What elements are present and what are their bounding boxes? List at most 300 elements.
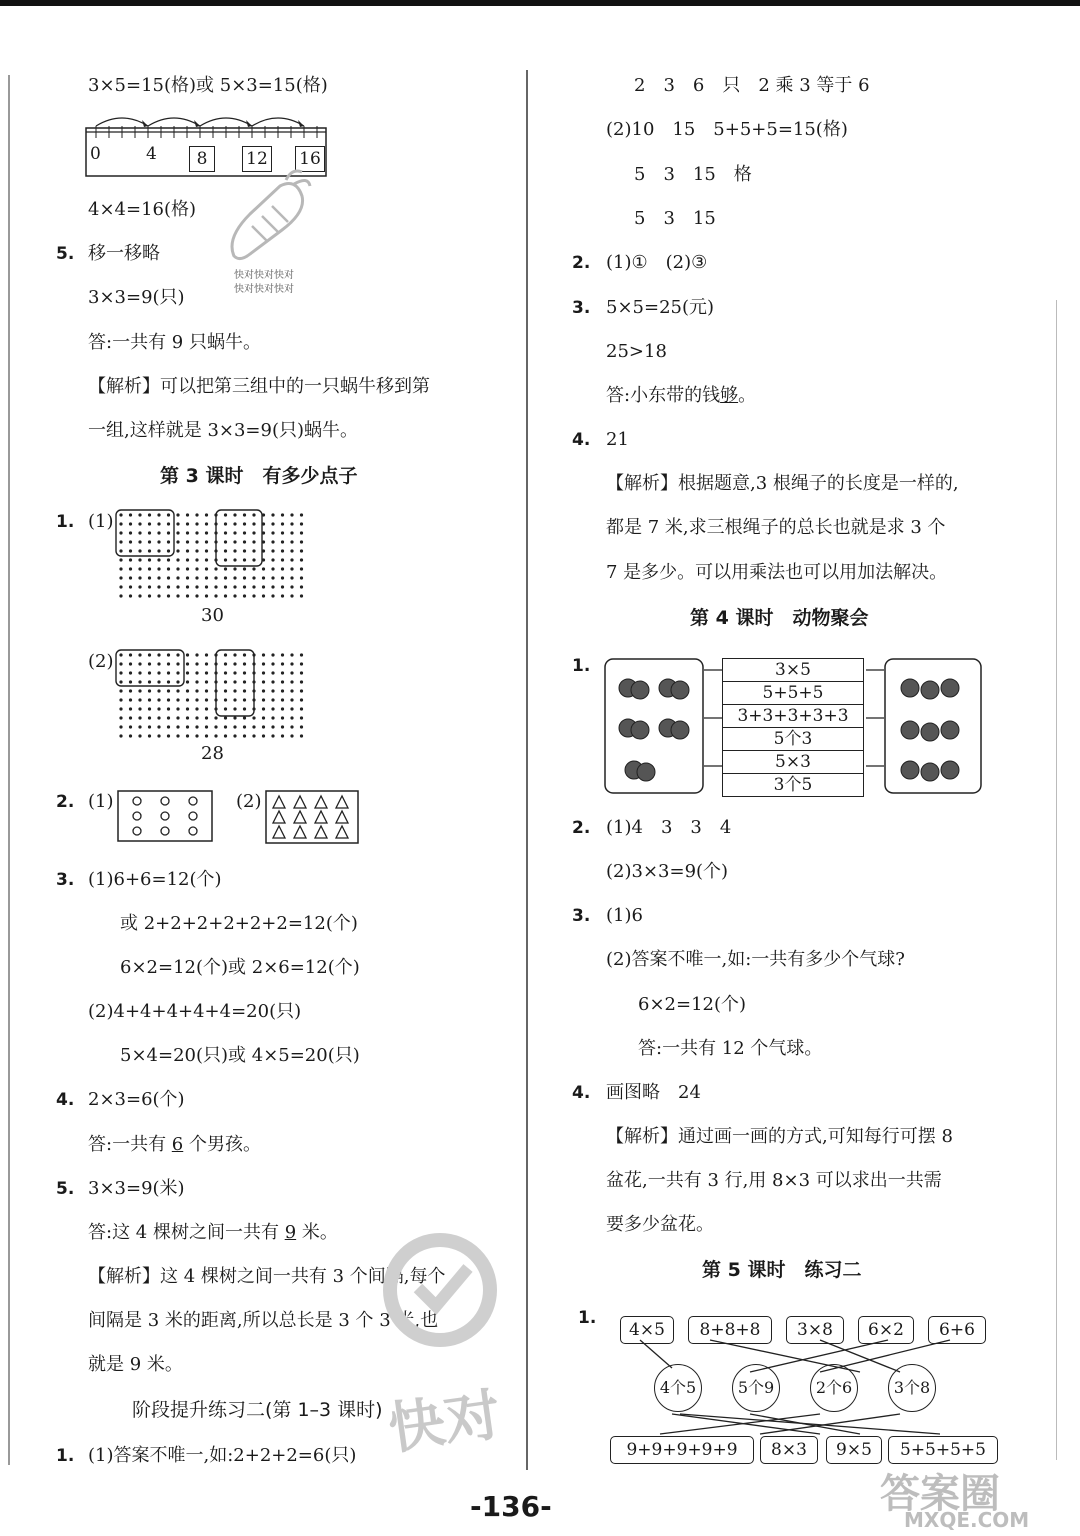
dot — [119, 540, 122, 543]
dot — [233, 531, 236, 534]
dot — [138, 689, 141, 692]
dot — [157, 513, 160, 516]
dot — [281, 671, 284, 674]
dot — [233, 680, 236, 683]
dot — [167, 540, 170, 543]
l4q4-number: 4. — [572, 1083, 591, 1103]
dot — [119, 707, 122, 710]
dot — [281, 594, 284, 597]
dot — [290, 549, 293, 552]
dot — [233, 522, 236, 525]
dot — [205, 513, 208, 516]
r-q3-answer — [606, 384, 756, 408]
l4q3-line-3: 6×2=12(个) — [638, 994, 747, 1015]
r-q3-answer-a: 答:小东带的钱 — [606, 385, 721, 406]
dot — [243, 689, 246, 692]
dot — [195, 594, 198, 597]
dot — [195, 680, 198, 683]
l3q3-line-4: (2)4+4+4+4+4=20(只) — [88, 1001, 302, 1022]
l4q3-line-2: (2)答案不唯一,如:一共有多少个气球? — [606, 949, 905, 970]
dot — [233, 734, 236, 737]
triangle — [294, 796, 306, 808]
dot — [186, 558, 189, 561]
l3q1-part2-label: (2) — [88, 651, 114, 672]
dot — [176, 662, 179, 665]
dot — [167, 653, 170, 656]
dot — [205, 585, 208, 588]
q5-calc: 3×3=9(只) — [88, 287, 185, 308]
dot — [290, 576, 293, 579]
top-pill-5: 6+6 — [928, 1316, 986, 1344]
dot — [138, 680, 141, 683]
dot — [157, 671, 160, 674]
dot — [262, 671, 265, 674]
dot — [138, 576, 141, 579]
l3q4-answer-value: 6 — [171, 1134, 184, 1155]
dot — [119, 716, 122, 719]
dot — [271, 698, 274, 701]
dot — [252, 594, 255, 597]
dot — [281, 734, 284, 737]
lesson3-title: 第 3 课时 有多少点子 — [160, 465, 358, 487]
dot — [129, 531, 132, 534]
dot — [262, 662, 265, 665]
expr-cell-5: 5×3 — [722, 750, 864, 774]
dot — [224, 680, 227, 683]
dot — [300, 558, 303, 561]
triangle — [294, 811, 306, 823]
dot — [138, 549, 141, 552]
l3q5-explanation-1: 【解析】这 4 棵树之间一共有 3 个间隔,每个 — [88, 1266, 446, 1287]
r-q4-number: 4. — [572, 430, 591, 450]
dot — [243, 513, 246, 516]
q5-answer: 答:一共有 9 只蜗牛。 — [88, 332, 261, 353]
dot — [224, 558, 227, 561]
l3q1-answer-1: 30 — [201, 605, 224, 626]
dot — [281, 513, 284, 516]
left-line-2: 4×4=16(格) — [88, 199, 197, 220]
dot — [157, 725, 160, 728]
expr-cell-3: 3+3+3+3+3 — [722, 704, 864, 728]
dot — [157, 698, 160, 701]
dot — [252, 734, 255, 737]
dot — [167, 734, 170, 737]
dot — [195, 689, 198, 692]
dot — [195, 653, 198, 656]
dot — [176, 698, 179, 701]
circle-2: 5个9 — [732, 1364, 780, 1412]
dot — [157, 734, 160, 737]
l3q4-number: 4. — [56, 1090, 75, 1110]
dot — [167, 576, 170, 579]
r-q3-calc: 5×5=25(元) — [606, 297, 715, 318]
dot — [290, 558, 293, 561]
dot — [290, 734, 293, 737]
dot — [186, 734, 189, 737]
dot — [176, 707, 179, 710]
l3q4-answer-a: 答:一共有 — [88, 1134, 172, 1155]
grouping-box — [216, 510, 262, 566]
dot — [243, 680, 246, 683]
dot — [129, 522, 132, 525]
top-pill-4: 6×2 — [858, 1316, 914, 1344]
dot — [224, 531, 227, 534]
dot — [224, 549, 227, 552]
dot — [176, 671, 179, 674]
dot — [205, 558, 208, 561]
dot — [281, 585, 284, 588]
dot — [129, 698, 132, 701]
dot — [167, 567, 170, 570]
dot-grid-2 — [118, 652, 308, 742]
dot — [129, 558, 132, 561]
dot — [300, 585, 303, 588]
dot — [186, 671, 189, 674]
dot — [195, 540, 198, 543]
dot — [262, 594, 265, 597]
dot — [281, 698, 284, 701]
dot — [119, 689, 122, 692]
dot — [214, 725, 217, 728]
dot — [176, 522, 179, 525]
r-q3-compare: 25>18 — [606, 341, 667, 362]
expression-cells — [722, 658, 865, 794]
dot — [148, 716, 151, 719]
bottom-pill-1: 9+9+9+9+9 — [610, 1436, 754, 1464]
l3q2-number: 2. — [56, 792, 75, 812]
dot — [148, 680, 151, 683]
l3q3-number: 3. — [56, 870, 75, 890]
dot — [157, 707, 160, 710]
dot — [167, 585, 170, 588]
dot — [224, 594, 227, 597]
dot — [243, 558, 246, 561]
l4q3-line-1: (1)6 — [606, 905, 643, 926]
right-line-3: 5 3 15 格 — [634, 164, 752, 185]
dot — [119, 558, 122, 561]
dot — [252, 522, 255, 525]
dot — [300, 725, 303, 728]
tick-0: 0 — [90, 144, 101, 164]
left-line-1: 3×5=15(格)或 5×3=15(格) — [88, 75, 328, 96]
lesson5-title: 第 5 课时 练习二 — [702, 1259, 862, 1281]
l3q5-explanation-3: 就是 9 米。 — [88, 1354, 183, 1375]
dot — [290, 513, 293, 516]
l3q2-part2-label: (2) — [236, 791, 262, 812]
dot — [233, 689, 236, 692]
top-border — [0, 0, 1080, 6]
l3q5-answer — [88, 1221, 338, 1245]
dot — [243, 567, 246, 570]
triangle — [294, 826, 306, 838]
dot — [262, 707, 265, 710]
dot — [167, 689, 170, 692]
bottom-pill-2: 8×3 — [760, 1436, 818, 1464]
dot — [129, 707, 132, 710]
dot — [186, 707, 189, 710]
dot — [176, 549, 179, 552]
dot — [300, 567, 303, 570]
dot — [129, 671, 132, 674]
dot — [195, 707, 198, 710]
dot — [148, 522, 151, 525]
dot — [233, 567, 236, 570]
right-line-1: 2 3 6 只 2 乘 3 等于 6 — [634, 75, 870, 96]
r-q4-explanation-1: 【解析】根据题意,3 根绳子的长度是一样的, — [606, 473, 959, 494]
corner-watermark-text: 答案圈 — [880, 1471, 1000, 1517]
dot — [148, 725, 151, 728]
l3q4-answer — [88, 1133, 261, 1157]
dot — [224, 734, 227, 737]
dot — [119, 531, 122, 534]
tick-16-box: 16 — [295, 146, 325, 172]
dot — [205, 531, 208, 534]
dot — [148, 707, 151, 710]
dot — [290, 725, 293, 728]
r-q2-number: 2. — [572, 253, 591, 273]
dot — [224, 513, 227, 516]
dot — [176, 689, 179, 692]
dot — [129, 689, 132, 692]
dot — [243, 716, 246, 719]
dot — [148, 576, 151, 579]
dot — [167, 716, 170, 719]
dot — [271, 522, 274, 525]
dot — [148, 585, 151, 588]
corner-watermark-url: MXQE.COM — [904, 1508, 1030, 1532]
dot — [119, 698, 122, 701]
dot — [176, 716, 179, 719]
triangle — [273, 826, 285, 838]
l3q4-calc: 2×3=6(个) — [88, 1089, 185, 1110]
dot — [243, 662, 246, 665]
dot — [300, 716, 303, 719]
r-q3-number: 3. — [572, 298, 591, 318]
dot — [157, 549, 160, 552]
dot — [271, 653, 274, 656]
dot — [167, 558, 170, 561]
dot — [176, 585, 179, 588]
dot — [167, 531, 170, 534]
dot — [214, 594, 217, 597]
dot — [224, 540, 227, 543]
l4q2-line-2: (2)3×3=9(个) — [606, 861, 729, 882]
dot — [148, 594, 151, 597]
number-line-figure — [86, 114, 326, 176]
dot — [224, 585, 227, 588]
dot — [300, 522, 303, 525]
dot — [233, 653, 236, 656]
dot — [167, 707, 170, 710]
triangle — [315, 796, 327, 808]
dot — [195, 558, 198, 561]
dot — [186, 522, 189, 525]
dot — [281, 576, 284, 579]
dot — [148, 671, 151, 674]
tick-4: 4 — [146, 144, 157, 164]
dot — [195, 734, 198, 737]
q5-explanation-2: 一组,这样就是 3×3=9(只)蜗牛。 — [88, 420, 359, 441]
dot — [138, 716, 141, 719]
dot — [271, 549, 274, 552]
apples-right-box — [884, 658, 982, 794]
dot — [129, 540, 132, 543]
dot — [157, 522, 160, 525]
l3q5-answer-value: 9 — [284, 1222, 297, 1243]
dot — [252, 549, 255, 552]
dot — [262, 716, 265, 719]
dot — [148, 662, 151, 665]
circle-1: 4个5 — [654, 1364, 702, 1412]
dot — [300, 576, 303, 579]
l3q4-answer-b: 个男孩。 — [183, 1134, 261, 1155]
dot — [186, 662, 189, 665]
q5-number: 5. — [56, 244, 75, 264]
dot — [167, 662, 170, 665]
dot — [224, 689, 227, 692]
dot — [205, 680, 208, 683]
circles-array-figure — [117, 790, 213, 842]
dot — [262, 698, 265, 701]
dot — [129, 662, 132, 665]
dot — [224, 567, 227, 570]
dot — [290, 716, 293, 719]
dot — [243, 594, 246, 597]
dot — [281, 567, 284, 570]
dot — [157, 585, 160, 588]
dot — [252, 513, 255, 516]
triangle — [273, 796, 285, 808]
l3q5-calc: 3×3=9(米) — [88, 1178, 185, 1199]
dot — [243, 522, 246, 525]
dot — [129, 549, 132, 552]
dot — [290, 522, 293, 525]
dot — [233, 698, 236, 701]
dot — [186, 567, 189, 570]
dot — [243, 549, 246, 552]
dot — [157, 716, 160, 719]
l4q4-explanation-2: 盆花,一共有 3 行,用 8×3 可以求出一共需 — [606, 1170, 942, 1191]
dot — [186, 653, 189, 656]
l3q3-line-1: (1)6+6=12(个) — [88, 869, 222, 890]
dot — [186, 576, 189, 579]
r-q4-text: 21 — [606, 429, 629, 450]
triangle — [336, 811, 348, 823]
dot — [233, 716, 236, 719]
stage-title: 阶段提升练习二(第 1–3 课时) — [132, 1399, 383, 1421]
dot — [119, 567, 122, 570]
dot — [157, 689, 160, 692]
dot — [205, 653, 208, 656]
dot — [205, 662, 208, 665]
dot — [271, 734, 274, 737]
dot — [224, 698, 227, 701]
dot — [271, 531, 274, 534]
dot — [271, 585, 274, 588]
dot — [243, 540, 246, 543]
dot — [290, 662, 293, 665]
dot — [119, 671, 122, 674]
dot — [205, 716, 208, 719]
dot — [252, 576, 255, 579]
dot — [138, 734, 141, 737]
lesson4-title: 第 4 课时 动物聚会 — [690, 607, 869, 629]
dot — [186, 585, 189, 588]
dot — [271, 558, 274, 561]
dot — [195, 716, 198, 719]
triangle — [273, 811, 285, 823]
dot — [157, 576, 160, 579]
watermark-big-text: 快对 — [384, 1382, 505, 1463]
dot — [186, 540, 189, 543]
dot — [290, 594, 293, 597]
dot — [157, 653, 160, 656]
expr-cell-1: 3×5 — [722, 658, 864, 682]
dot — [243, 725, 246, 728]
dot — [233, 662, 236, 665]
dot — [281, 558, 284, 561]
dot — [176, 576, 179, 579]
circle-4: 3个8 — [888, 1364, 936, 1412]
l3q5-answer-a: 答:这 4 棵树之间一共有 — [88, 1222, 285, 1243]
dot — [300, 689, 303, 692]
r-q4-explanation-3: 7 是多少。可以用乘法也可以用加法解决。 — [606, 562, 948, 583]
dot — [176, 558, 179, 561]
top-pill-3: 3×8 — [786, 1316, 844, 1344]
dot — [119, 522, 122, 525]
dot — [290, 698, 293, 701]
dot — [300, 653, 303, 656]
dot — [167, 680, 170, 683]
dot — [224, 671, 227, 674]
dot — [281, 707, 284, 710]
dot — [129, 734, 132, 737]
l4q4-text: 画图略 24 — [606, 1082, 701, 1103]
dot — [262, 567, 265, 570]
dot — [176, 567, 179, 570]
tick-8-box: 8 — [189, 146, 215, 172]
dot — [167, 698, 170, 701]
l3q5-explanation-2: 间隔是 3 米的距离,所以总长是 3 个 3 米,也 — [88, 1310, 439, 1331]
dot — [262, 689, 265, 692]
bottom-pill-4: 5+5+5+5 — [888, 1436, 998, 1464]
dot — [157, 680, 160, 683]
expr-cell-6: 3个5 — [722, 773, 864, 797]
dot — [290, 689, 293, 692]
dot — [224, 522, 227, 525]
dot — [176, 734, 179, 737]
dot — [129, 594, 132, 597]
dot — [281, 662, 284, 665]
dot — [119, 662, 122, 665]
dot — [138, 594, 141, 597]
dot — [167, 594, 170, 597]
dot — [252, 540, 255, 543]
dot — [157, 662, 160, 665]
dot — [224, 716, 227, 719]
left-margin-rule — [8, 75, 10, 1465]
dot — [205, 549, 208, 552]
dot — [205, 522, 208, 525]
dot — [119, 576, 122, 579]
dot — [157, 594, 160, 597]
dot — [195, 513, 198, 516]
dot — [224, 653, 227, 656]
dot — [186, 725, 189, 728]
dot — [205, 725, 208, 728]
dot — [300, 662, 303, 665]
dot — [138, 671, 141, 674]
